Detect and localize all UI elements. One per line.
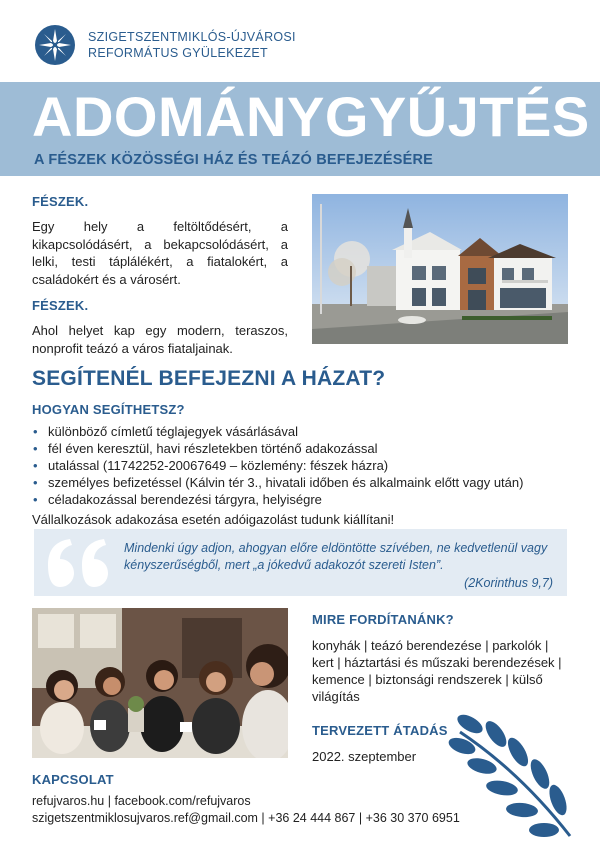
people-illustration-icon	[32, 608, 288, 758]
contact-email-phone-line: szigetszentmiklosujvaros.ref@gmail.com | +36 24 444 867 | +36 30 370 6951	[32, 811, 460, 825]
handover-heading: TERVEZETT ÁTADÁS	[312, 723, 448, 738]
how-heading: HOGYAN SEGÍTHETSZ?	[32, 402, 185, 417]
list-item: • személyes befizetéssel (Kálvin tér 3., hivatali időben és alkalmaink előtt vagy után)	[32, 474, 572, 491]
church-logo-icon	[34, 24, 76, 66]
tax-note: Vállalkozások adakozása esetén adóigazolást tudunk kiállítani!	[32, 512, 395, 527]
intro-heading-2: FÉSZEK.	[32, 298, 89, 313]
help-list	[32, 423, 572, 508]
usage-heading: MIRE FORDÍTANÁNK?	[312, 612, 454, 627]
list-item: • céladakozással berendezési tárgyra, helyiségre	[32, 491, 572, 508]
quotation-mark-icon	[44, 535, 114, 589]
organization-name	[88, 29, 296, 61]
building-photo	[312, 194, 568, 344]
main-title: ADOMÁNYGYŰJTÉS	[32, 85, 590, 148]
title-banner	[0, 82, 600, 176]
list-item: • utalással (11742252-20067649 – közlemény: fészek házra)	[32, 457, 572, 474]
org-line-1: SZIGETSZENTMIKLÓS-ÚJVÁROSI	[88, 30, 296, 44]
intro-text-2: Ahol helyet kap egy modern, teraszos, nonprofit teázó a város fiataljainak.	[32, 323, 288, 356]
quote-reference: (2Korinthus 9,7)	[464, 576, 553, 590]
quote-text: Mindenki úgy adjon, ahogyan előre eldöntötte szívében, ne kedvetlenül vagy kényszerűségből, mert „a jókedvű adakozót szereti Isten”.	[124, 541, 548, 572]
subtitle: A FÉSZEK KÖZÖSSÉGI HÁZ ÉS TEÁZÓ BEFEJEZÉSÉRE	[34, 152, 434, 168]
contact-heading: KAPCSOLAT	[32, 772, 114, 787]
building-illustration-icon	[312, 194, 568, 344]
how-to-help-section	[32, 402, 572, 527]
intro-text-1: Egy hely a feltöltődésért, a kikapcsolódásért, a bekapcsolódásért, a lelki, testi táplálékért, a fiatalokért, a családokért és a városért.	[32, 219, 288, 287]
bible-quote-box	[34, 529, 567, 596]
main-question: SEGÍTENÉL BEFEJEZNI A HÁZAT?	[32, 367, 386, 390]
header	[34, 24, 296, 66]
contact-web-line: refujvaros.hu | facebook.com/refujvaros	[32, 794, 251, 808]
list-item: • fél éven keresztül, havi részletekben történő adakozással	[32, 440, 572, 457]
usage-text: konyhák | teázó berendezése | parkolók | kert | háztartási és műszaki berendezések | kemence | biztonsági rendszerek | külső világítás	[312, 638, 562, 704]
handover-date: 2022. szeptember	[312, 749, 417, 764]
org-line-2: REFORMÁTUS GYÜLEKEZET	[88, 46, 268, 60]
intro-heading-1: FÉSZEK.	[32, 194, 89, 209]
contact-section	[32, 772, 572, 827]
list-item: • különböző címletű téglajegyek vásárlásával	[32, 423, 572, 440]
people-photo	[32, 608, 288, 758]
intro-section	[32, 194, 288, 367]
